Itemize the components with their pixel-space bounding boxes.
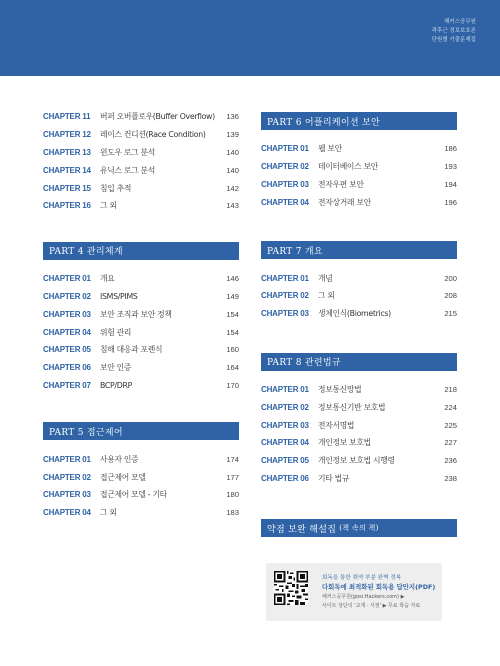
part-5-list [43,450,239,521]
chapter-title: 데이터베이스 보안 [318,162,379,172]
chapter-number: CHAPTER 16 [43,201,91,211]
promo-line-4: 사이트 상단의 '교재 · 서점' ▶ 무료 학습 자료 [322,603,421,609]
chapter-number: CHAPTER 02 [43,472,91,482]
chapter-title: 사용자 인증 [100,454,139,464]
chapter-number: CHAPTER 05 [261,456,309,466]
toc-row[interactable] [261,287,457,305]
chapter-title: 정보통신망법 [318,384,362,394]
chapter-number: CHAPTER 01 [43,274,91,284]
page-number: 136 [226,112,239,122]
chapter-title: 침입 추적 [100,183,132,193]
chapter-number: CHAPTER 15 [43,183,91,193]
chapter-title: ISMS/PIMS [100,291,138,301]
chapter-number: CHAPTER 02 [261,162,309,172]
toc-row[interactable] [43,486,239,504]
page-number: 238 [444,473,457,483]
page-number: 146 [226,274,239,284]
page-number: 164 [226,363,239,373]
promo-line-1: 회독을 통한 취약 부분 완벽 정복 [322,575,402,581]
chapter-number: CHAPTER 06 [43,363,91,373]
chapter-number: CHAPTER 02 [261,402,309,412]
chapter-title: 정보통신기반 보호법 [318,402,386,412]
chapter-title: 접근제어 모델 [100,472,146,482]
chapter-title: 전자상거래 보안 [318,197,371,207]
chapter-number: CHAPTER 05 [43,345,91,355]
chapter-title: 개요 [100,274,115,284]
chapter-number: CHAPTER 13 [43,147,91,157]
toc-list-continued [43,108,239,215]
toc-row[interactable] [261,416,457,434]
toc-row[interactable] [261,398,457,416]
page-number: 140 [226,165,239,175]
part-7-list [261,269,457,322]
promo-box [266,563,442,621]
toc-row[interactable] [261,193,457,211]
chapter-number: CHAPTER 01 [261,144,309,154]
toc-row[interactable] [43,161,239,179]
chapter-number: CHAPTER 01 [261,384,309,394]
chapter-number: CHAPTER 04 [43,327,91,337]
promo-line-3: 해커스공무원(gosi.Hackers.com) ▶ [322,594,405,600]
chapter-title: 침해 대응과 포렌식 [100,345,163,355]
chapter-title: 레이스 컨디션(Race Condition) [100,130,206,140]
toc-row[interactable] [43,504,239,522]
chapter-number: CHAPTER 03 [261,309,309,319]
chapter-title: 전자우편 보안 [318,179,364,189]
page-number: 149 [226,291,239,301]
answer-book-subtitle: (책 속의 책) [339,524,379,533]
chapter-title: 기타 법규 [318,473,350,483]
chapter-title: 윈도우 로그 분석 [100,147,155,157]
chapter-title: 개인정보 보호법 시행령 [318,456,395,466]
part-5-header: PART 5 접근제어 [43,422,239,440]
page-number: 143 [226,201,239,211]
chapter-title: 버퍼 오버플로우(Buffer Overflow) [100,112,215,122]
chapter-title: 전자서명법 [318,420,355,430]
page-number: 218 [444,384,457,394]
toc-row[interactable] [261,434,457,452]
part-8-header: PART 8 관련법규 [261,353,457,371]
chapter-title: 보안 인증 [100,363,132,373]
toc-row[interactable] [43,126,239,144]
brand-line-1: 해커스공무원 [444,19,476,25]
toc-row[interactable] [43,288,239,306]
toc-row[interactable] [43,305,239,323]
page-number: 142 [226,183,239,193]
chapter-number: CHAPTER 02 [261,291,309,301]
page-number: 194 [444,179,457,189]
chapter-number: CHAPTER 03 [43,309,91,319]
chapter-number: CHAPTER 03 [261,420,309,430]
toc-row[interactable] [261,140,457,158]
toc-row[interactable] [43,197,239,215]
qr-code-icon[interactable] [274,571,308,605]
toc-row[interactable] [43,341,239,359]
page-number: 196 [444,197,457,207]
page-number: 227 [444,438,457,448]
chapter-number: CHAPTER 02 [43,291,91,301]
toc-row[interactable] [43,144,239,162]
toc-row[interactable] [43,450,239,468]
chapter-title: BCP/DRP [100,380,133,390]
chapter-title: 그 외 [318,291,335,301]
toc-row[interactable] [43,468,239,486]
page-number: 180 [226,490,239,500]
chapter-title: 개인정보 보호법 [318,438,371,448]
page-number: 208 [444,291,457,301]
brand-block [432,18,476,45]
toc-left-column [43,108,239,522]
chapter-number: CHAPTER 04 [43,508,91,518]
chapter-title: 개념 [318,273,333,283]
chapter-title: 보안 조직과 보안 정책 [100,309,172,319]
page-number: 177 [226,472,239,482]
toc-row[interactable] [43,359,239,377]
page-number: 154 [226,309,239,319]
page-number: 139 [226,130,239,140]
page-number: 154 [226,327,239,337]
chapter-title: 접근제어 모델 - 기타 [100,490,167,500]
toc-row[interactable] [43,270,239,288]
chapter-number: CHAPTER 04 [261,438,309,448]
chapter-number: CHAPTER 11 [43,112,91,122]
page-number: 193 [444,162,457,172]
chapter-number: CHAPTER 03 [43,490,91,500]
page-number: 183 [226,508,239,518]
part-8-list [261,381,457,488]
page-number: 140 [226,147,239,157]
toc-row[interactable] [261,381,457,399]
chapter-title: 위험 관리 [100,327,132,337]
toc-row[interactable] [43,377,239,395]
brand-line-2: 곽후근 정보보호론 [431,28,476,34]
chapter-title: 생체인식(Biometrics) [318,309,391,319]
toc-row[interactable] [43,108,239,126]
chapter-number: CHAPTER 07 [43,380,91,390]
toc-row[interactable] [261,452,457,470]
chapter-number: CHAPTER 01 [261,273,309,283]
chapter-title: 웹 보안 [318,144,342,154]
page-number: 170 [226,380,239,390]
answer-book-title: 약점 보완 해설집 [267,524,337,535]
toc-row[interactable] [261,158,457,176]
chapter-number: CHAPTER 03 [261,179,309,189]
toc-row[interactable] [261,176,457,194]
toc-row[interactable] [261,305,457,323]
toc-row[interactable] [261,269,457,287]
page-number: 215 [444,309,457,319]
chapter-number: CHAPTER 14 [43,165,91,175]
page-number: 224 [444,402,457,412]
toc-row[interactable] [43,179,239,197]
brand-line-3: 단원별 기출문제집 [431,37,476,43]
part-6-list [261,140,457,211]
part-6-header: PART 6 어플리케이션 보안 [261,112,457,130]
chapter-number: CHAPTER 04 [261,197,309,207]
page-number: 186 [444,144,457,154]
chapter-title: 그 외 [100,508,117,518]
part-7-header: PART 7 개요 [261,241,457,259]
toc-right-column [261,112,457,537]
part-4-header: PART 4 관리체계 [43,242,239,260]
chapter-number: CHAPTER 01 [43,454,91,464]
page-number: 174 [226,454,239,464]
chapter-title: 유닉스 로그 분석 [100,165,155,175]
promo-line-2: 다회독에 최적화된 회독용 답안지(PDF) [322,583,436,591]
toc-row[interactable] [43,323,239,341]
page-number: 200 [444,273,457,283]
chapter-number: CHAPTER 12 [43,130,91,140]
page-number: 160 [226,345,239,355]
part-4-list [43,270,239,395]
page-number: 236 [444,456,457,466]
chapter-number: CHAPTER 06 [261,473,309,483]
page-number: 225 [444,420,457,430]
answer-book-header [261,519,457,537]
header-band [0,0,500,76]
chapter-title: 그 외 [100,201,117,211]
toc-row[interactable] [261,470,457,488]
